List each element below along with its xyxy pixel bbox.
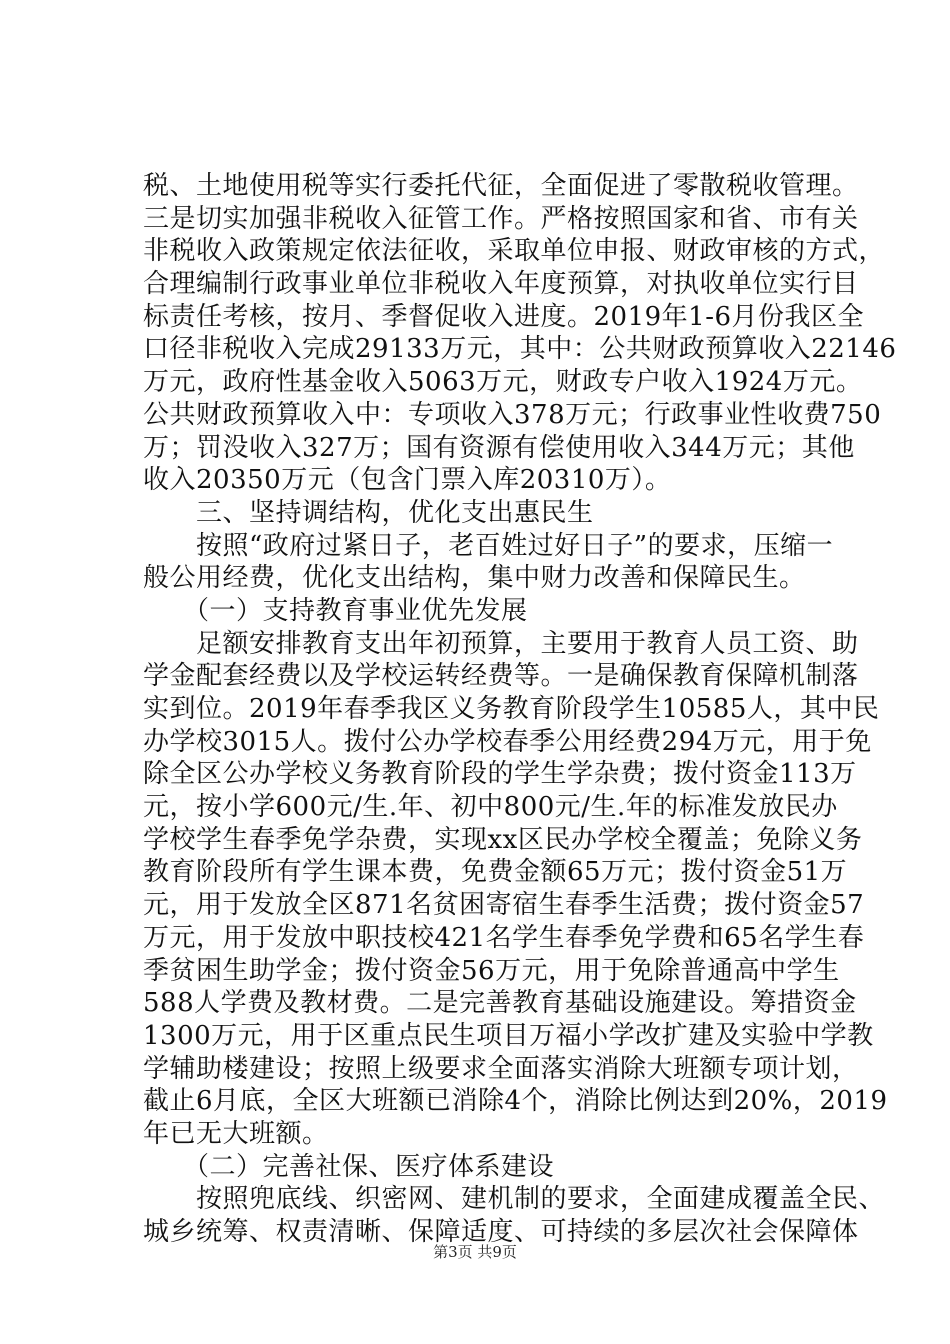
text-line: 万元，用于发放中职技校421名学生春季免学费和65名学生春	[143, 922, 865, 953]
subsection-heading: （一）支持教育事业优先发展	[143, 595, 528, 626]
section-heading: 三、坚持调结构，优化支出惠民生	[143, 497, 594, 528]
text-line: 般公用经费，优化支出结构，集中财力改善和保障民生。	[143, 563, 806, 594]
text-line: 万元，政府性基金收入5063万元，财政专户收入1924万元。	[143, 367, 863, 398]
text-line: 公共财政预算收入中：专项收入378万元；行政事业性收费750	[143, 399, 882, 430]
text-line: 截止6月底，全区大班额已消除4个，消除比例达到20%，2019	[143, 1086, 888, 1117]
text-line: 三是切实加强非税收入征管工作。严格按照国家和省、市有关	[143, 203, 859, 234]
text-line: 收入20350万元（包含门票入库20310万）。	[143, 465, 672, 496]
page-footer: 第3页 共9页	[433, 1243, 517, 1261]
text-line: 足额安排教育支出年初预算，主要用于教育人员工资、助	[143, 628, 859, 659]
text-line: 口径非税收入完成29133万元，其中：公共财政预算收入22146	[143, 334, 897, 365]
text-line: 1300万元，用于区重点民生项目万福小学改扩建及实验中学教	[143, 1020, 874, 1051]
text-line: 标责任考核，按月、季督促收入进度。2019年1-6月份我区全	[143, 301, 865, 332]
text-line: 实到位。2019年春季我区义务教育阶段学生10585人，其中民	[143, 694, 880, 724]
text-line: 按照“政府过紧日子，老百姓过好日子”的要求，压缩一	[143, 530, 834, 561]
text-line: 万；罚没收入327万；国有资源有偿使用收入344万元；其他	[143, 432, 855, 463]
text-line: 元，按小学600元/生.年、初中800元/生.年的标准发放民办	[143, 792, 838, 823]
body-text	[143, 170, 897, 1249]
text-line: 季贫困生助学金；拨付资金56万元，用于免除普通高中学生	[143, 955, 840, 986]
text-line: 按照兜底线、织密网、建机制的要求，全面建成覆盖全民、	[143, 1184, 886, 1215]
text-line: 办学校3015人。拨付公办学校春季公用经费294万元，用于免	[143, 726, 872, 757]
text-line: 除全区公办学校义务教育阶段的学生学杂费；拨付资金113万	[143, 759, 857, 790]
text-line: 非税收入政策规定依法征收，采取单位申报、财政审核的方式，	[143, 236, 886, 267]
text-line: 年已无大班额。	[143, 1118, 329, 1149]
text-line: 学校学生春季免学杂费，实现xx区民办学校全覆盖；免除义务	[143, 824, 863, 855]
subsection-heading: （二）完善社保、医疗体系建设	[143, 1151, 555, 1182]
text-line: 学辅助楼建设；按照上级要求全面落实消除大班额专项计划，	[143, 1053, 859, 1084]
text-line: 城乡统筹、权责清晰、保障适度、可持续的多层次社会保障体	[143, 1217, 859, 1247]
text-line: 教育阶段所有学生课本费，免费金额65万元；拨付资金51万	[143, 857, 848, 888]
text-line: 元，用于发放全区871名贫困寄宿生春季生活费；拨付资金57	[143, 890, 865, 921]
text-line: 588人学费及教材费。二是完善教育基础设施建设。筹措资金	[143, 988, 857, 1019]
text-line: 税、土地使用税等实行委托代征，全面促进了零散税收管理。	[143, 171, 859, 201]
text-line: 合理编制行政事业单位非税收入年度预算，对执收单位实行目	[143, 269, 859, 300]
text-line: 学金配套经费以及学校运转经费等。一是确保教育保障机制落	[143, 661, 859, 692]
